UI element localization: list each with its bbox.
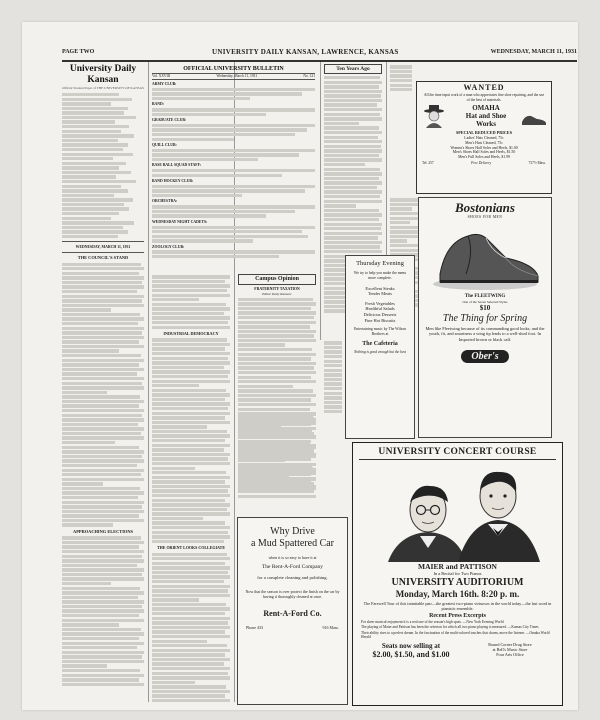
bulletin-item [152,143,315,161]
rentaford-p4: Now that the season is over protect the finish on the car by having it thoroughly cleaned at once. [245,588,340,599]
masthead-date: WEDNESDAY, MARCH 11, 1931 [75,245,131,250]
editor-line: Editor Daily Kansan: [262,292,292,296]
orient-body [152,553,230,704]
shoe-illustration [521,112,547,126]
cafeteria-foot: Nothing is good enough but the best [354,349,406,354]
bulletin-item [152,179,315,197]
bulletin-item-title: ORCHESTRA: [152,199,178,204]
concert-blurb: The Farewell Tour of this inimitable pair—the greatest two-piano virtuosos in the world today—the last word in pianistic ensemble. [363,601,552,611]
bulletin-item-title: GRADUATE CLUB: [152,118,187,123]
newspaper-page [22,22,578,710]
col-rule-1 [148,62,149,702]
heading-orient: THE ORIENT LOOKS COLLEGIATE [157,545,225,551]
menu-salads: Healthful Salads [365,306,395,312]
bulletin-date: Wednesday, March 11, 1931 [216,74,258,78]
bulletin-item-title: WEDNESDAY NIGHT CADETS: [152,219,208,224]
fraternity-taxation-heading: FRATERNITY TAXATION [254,287,300,291]
omaha-price-list [417,136,551,160]
editorial-heading-council: THE COUNCIL'S STAND [77,255,129,261]
omaha-footer [417,160,551,167]
box-office-2: at Bell's Music Store [492,647,528,653]
bulletin-item-title: ZOOLOGY CLUB: [152,244,185,249]
omaha-phone: Tel. 257 [422,160,434,165]
press-quote: Their ability rises to a perfect dream. In the fascination of the multi-colored touches that charm, move the listener. —Omaha World Herald [361,630,550,640]
staff-list [62,93,144,238]
rentaford-line1: Why Drive [270,526,315,537]
bostonians-model: The FLEETWING [464,294,506,299]
editorial-heading-elections: APPROACHING ELECTIONS [73,529,133,535]
rentaford-line2: a Mud Spattered Car [250,538,335,549]
bostonians-slogan: The Thing for Spring [442,313,528,324]
omaha-brand: OMAHA [472,104,500,112]
box-office-block [466,642,554,658]
bulletin-item [152,82,315,100]
rentaford-p2: The Rent-A-Ford Company [261,564,324,570]
campus-opinion-title: Campus Opinion [238,274,316,285]
bulletin-item [152,199,315,217]
bulletin-item [152,245,315,259]
concert-performers-sub: In a Recital for Two Pianos [433,571,482,576]
official-bulletin [152,65,315,272]
rentaford-p3: for a complete cleaning and polishing. [257,575,328,580]
obers-logo: Ober's [461,350,508,363]
omaha-line1: Hat and Shoe [465,112,507,120]
hat-man-illustration [423,104,445,128]
menu-meats: Tender Meats [368,291,392,297]
bulletin-item-title: BAND HOCKEY CLUB: [152,179,194,184]
cafeteria-music: Entertaining music by The Wilson Brothers at [353,327,406,336]
bostonians-copy: Men like Fleetwing because of its commanding good looks; and the youth, fit, and smartness a wing tip lends to a well-shod foot. In Imported brown or black calf. [425,326,545,342]
menu-desserts: Delicious Desserts [363,311,397,317]
cafeteria-ad [345,255,415,439]
bulletin-item [152,102,315,116]
page-label: PAGE TWO [62,49,95,55]
omaha-brand-row [417,104,551,130]
wanted-intro: All the time input work of a man who appreciates fine shoe repairing, and the use of the best of materials. [423,93,545,102]
bulletin-item [152,220,315,243]
concert-course-ad [352,442,563,706]
omaha-title-block [451,104,521,128]
seats-block [361,642,461,660]
col-rule-3 [320,62,321,340]
bulletin-meta [152,73,315,80]
box-office-1: Round Corner Drug Store [488,641,532,647]
concert-ticket-row [353,642,562,668]
bostonians-brand: Bostonians [455,200,515,215]
rentaford-p1: when it is so easy to have it at [268,555,317,560]
menu-vegetables: Fresh Vegetables [365,300,395,306]
cafeteria-name: The Cafeteria [362,340,398,347]
omaha-price-item: Ladies' Hats Cleaned, 75c [464,136,504,140]
cafeteria-invite: We try to help you make the menu more complete. [353,271,407,280]
heading-industrial-democracy: INDUSTRIAL DEMOCRACY [163,331,219,337]
rentaford-address: 916 Mass. [322,624,339,630]
press-quotes [353,620,562,640]
omaha-hat-shoe-ad [416,81,552,194]
column-3-lower [238,412,316,512]
seats-label: Seats now selling at [381,641,441,650]
omaha-address: 737½ Mass. [528,160,546,165]
bulletin-volume: Vol. XXVIII [152,74,171,78]
bostonians-price: $10 [479,304,491,312]
column-3-news [324,340,342,440]
performers-portrait [358,462,558,562]
bulletin-item-title: QUILL CLUB: [152,142,177,147]
bulletin-title: OFFICIAL UNIVERSITY BULLETIN [183,66,284,72]
bulletin-item [152,163,315,177]
rentaford-phone: Phone 433 [246,624,263,630]
col2-upper-text [152,275,230,329]
bulletin-items [152,82,315,258]
bostonians-tagline: SHOES FOR MEN [467,215,503,219]
cafeteria-menu [346,286,414,324]
concert-title: UNIVERSITY CONCERT COURSE [378,447,537,457]
date-line: WEDNESDAY, MARCH 11, 1931 [490,49,577,55]
seats-prices: $2.00, $1.50, and $1.00 [372,649,450,659]
special-prices-heading: SPECIAL REDUCED PRICES [455,130,513,135]
concert-venue: UNIVERSITY AUDITORIUM [391,577,524,588]
cafeteria-headline: Thursday Evening [356,260,404,267]
editorial-body-1 [62,263,144,527]
editorial-column [62,64,144,704]
press-quote: For sheer musical enjoyment it is a real one of the season's high spots. —New York Evening World [361,620,504,624]
column-2-articles [152,274,230,704]
omaha-price-item: Women's Shoes Half Soles and Heels, $1.00 [450,145,518,150]
omaha-line2: Works [476,120,496,128]
bulletin-item-title: ARMY CLUB: [152,82,177,86]
paper-title: UNIVERSITY DAILY KANSAN, LAWRENCE, KANSAS [212,48,399,56]
press-quote: The playing of Maier and Pattison has been the criterion for which all two piano playing is measured. —Kansas City Times [361,625,539,630]
concert-performers: MAIER and PATTISON [418,562,497,571]
ten-years-title: Ten Years Ago [324,64,382,74]
masthead-title: University Daily Kansan [69,64,137,85]
press-title: Recent Press Excerpts [429,613,486,619]
bulletin-item [152,118,315,141]
wanted-heading: WANTED [463,83,505,92]
masthead-subtitle: Official Student Paper of THE UNIVERSITY OF KANSAS [62,86,144,90]
menu-steaks: Excellent Steaks [365,285,395,291]
bulletin-item-title: BASE BALL SQUAD STAFF: [152,163,202,168]
rentaford-name: Rent-A-Ford Co. [263,608,322,618]
omaha-price-item: Men's Hats Cleaned, 75c [465,140,503,145]
omaha-delivery: Free Delivery [471,160,492,165]
menu-biscuits: Fine Hot Biscuits [364,317,396,323]
rentaford-footer [238,619,347,631]
fleetwing-shoe-illustration [426,222,544,294]
bostonians-shoe-ad [418,197,552,438]
obers-logo-wrap [419,346,551,364]
bulletin-number: No. 121 [303,74,315,78]
editorial-body-2 [62,536,144,686]
omaha-price-item: Men's Shoes Half Soles and Heels, $1.50 [452,150,516,155]
bulletin-item-title: BAND: [152,102,165,107]
page-header [62,47,577,59]
bostonians-model-sub: One of the Seven Selected Styles [462,300,508,304]
concert-when: Monday, March 16th. 8:20 p. m. [395,589,520,599]
rent-a-ford-ad [237,517,348,705]
industrial-democracy-body [152,338,230,543]
box-office-3: Four Arts Office [496,652,524,658]
omaha-price-item: Men's Full Soles and Heels, $1.99 [458,155,510,160]
